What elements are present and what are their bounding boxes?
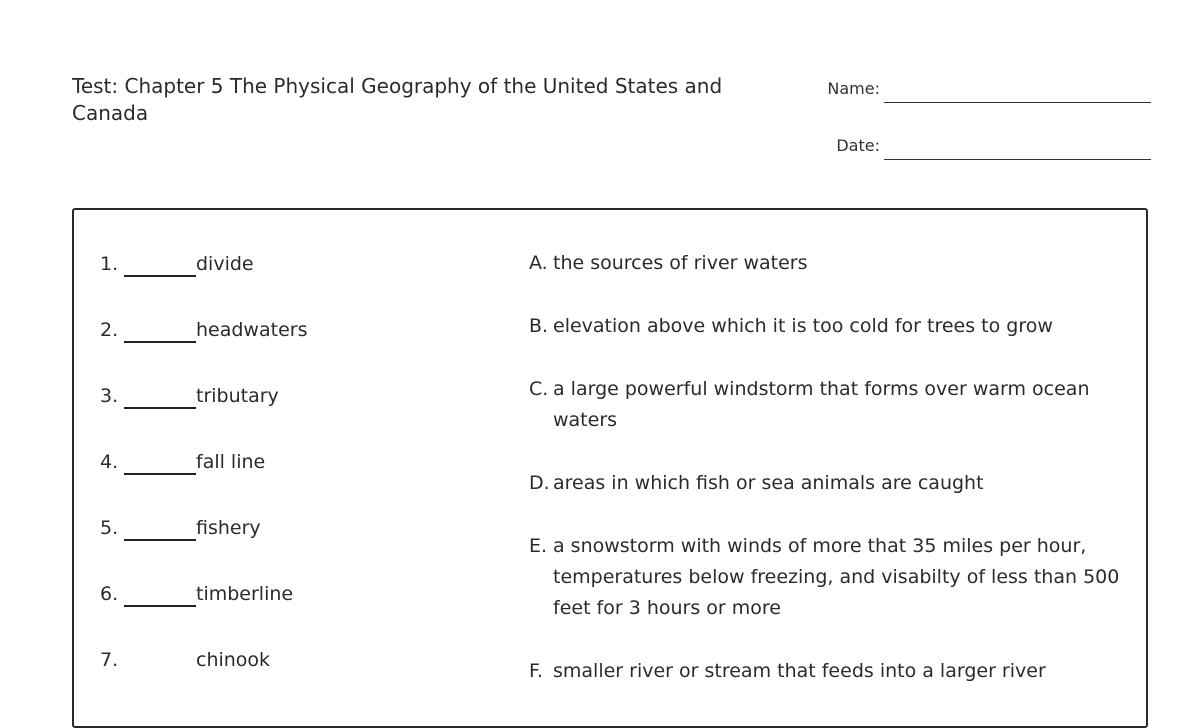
name-field-row xyxy=(790,73,1152,103)
date-field[interactable] xyxy=(884,139,1151,160)
definition-text: smaller river or stream that feeds into a larger river xyxy=(553,660,1046,682)
term-word: headwaters xyxy=(196,319,308,341)
answer-blank[interactable] xyxy=(124,473,196,475)
term-number: 4. xyxy=(100,451,119,473)
term-word: fall line xyxy=(196,451,266,473)
definition-letter: F. xyxy=(529,660,543,682)
definition-item xyxy=(529,248,1129,279)
definition-letter: D. xyxy=(529,472,550,494)
answer-blank[interactable] xyxy=(124,671,196,673)
answer-blank[interactable] xyxy=(124,407,196,409)
date-field-row xyxy=(790,130,1152,160)
matching-section xyxy=(72,208,1148,728)
definition-item xyxy=(529,656,1129,687)
page-title: Test: Chapter 5 The Physical Geography of the United States and Canada xyxy=(72,74,723,125)
definition-letter: A. xyxy=(529,252,548,274)
definition-item xyxy=(529,311,1129,342)
definition-text: elevation above which it is too cold for trees to grow xyxy=(553,315,1053,337)
term-word: chinook xyxy=(196,649,271,671)
definition-text: a large powerful windstorm that forms over warm ocean waters xyxy=(553,378,1090,431)
term-word: fishery xyxy=(196,517,261,539)
definition-letter: E. xyxy=(529,535,548,557)
term-word: timberline xyxy=(196,583,294,605)
definition-item xyxy=(529,531,1129,624)
term-number: 2. xyxy=(100,319,119,341)
term-word: divide xyxy=(196,253,254,275)
answer-blank[interactable] xyxy=(124,275,196,277)
term-number: 3. xyxy=(100,385,119,407)
definition-text: a snowstorm with winds of more that 35 miles per hour, temperatures below freezing, and visabilty of less than 500 feet for 3 hours or more xyxy=(553,535,1120,619)
date-label: Date: xyxy=(836,136,880,155)
name-label: Name: xyxy=(827,79,880,98)
term-number: 5. xyxy=(100,517,119,539)
answer-blank[interactable] xyxy=(124,341,196,343)
definition-text: the sources of river waters xyxy=(553,252,808,274)
answer-blank[interactable] xyxy=(124,539,196,541)
name-field[interactable] xyxy=(884,82,1151,103)
answer-blank[interactable] xyxy=(124,605,196,607)
definition-item xyxy=(529,374,1129,436)
term-number: 1. xyxy=(100,253,119,275)
definition-letter: C. xyxy=(529,378,549,400)
definition-letter: B. xyxy=(529,315,549,337)
term-number: 6. xyxy=(100,583,119,605)
term-word: tributary xyxy=(196,385,279,407)
definition-text: areas in which fish or sea animals are caught xyxy=(553,472,984,494)
term-number: 7. xyxy=(100,649,119,671)
definition-item xyxy=(529,468,1129,499)
